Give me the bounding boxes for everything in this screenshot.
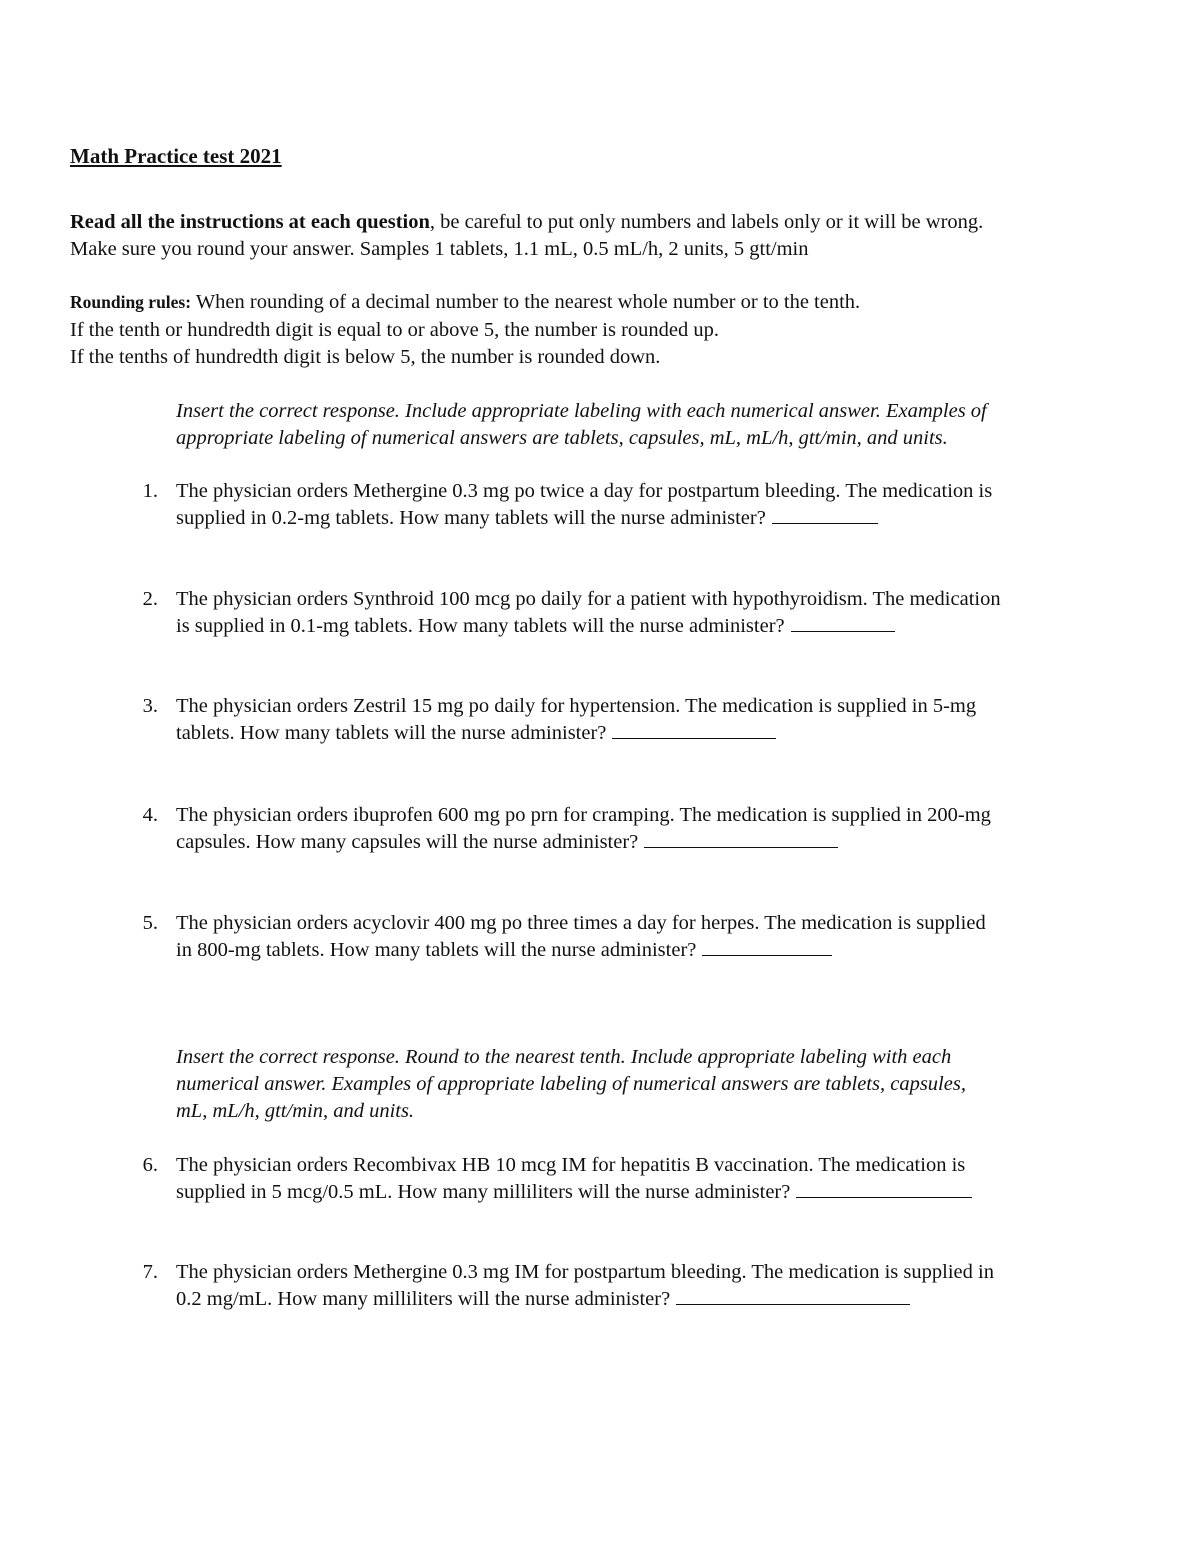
- instructions-line-2: Make sure you round your answer. Samples 1 tablets, 1.1 mL, 0.5 mL/h, 2 units, 5 gtt/min: [70, 238, 809, 260]
- question-text-line-2: [176, 1286, 910, 1313]
- question-number: 1.: [142, 480, 158, 502]
- question-number: 5.: [142, 912, 158, 934]
- rounding-rules-line-2: If the tenth or hundredth digit is equal to or above 5, the number is rounded up.: [70, 319, 720, 341]
- section2-instruction-line-3: mL, mL/h, gtt/min, and units.: [176, 1100, 415, 1122]
- question-text: tablets. How many tablets will the nurse administer?: [176, 722, 607, 744]
- question-text: supplied in 5 mcg/0.5 mL. How many milliliters will the nurse administer?: [176, 1181, 791, 1203]
- question-number: 4.: [142, 804, 158, 826]
- page-title: Math Practice test 2021: [70, 144, 282, 168]
- section1-instruction-line-1: Insert the correct response. Include appropriate labeling with each numerical answer. Examples of: [176, 400, 987, 422]
- question-text-line-1: The physician orders ibuprofen 600 mg po prn for cramping. The medication is supplied in 200-mg: [176, 804, 991, 826]
- section1-instruction-line-2: appropriate labeling of numerical answers are tablets, capsules, mL, mL/h, gtt/min, and units.: [176, 427, 948, 449]
- question-text: 0.2 mg/mL. How many milliliters will the nurse administer?: [176, 1288, 671, 1310]
- question-text: in 800-mg tablets. How many tablets will the nurse administer?: [176, 939, 697, 961]
- rounding-rules-line-1: [70, 289, 860, 316]
- question-text-line-2: [176, 720, 776, 747]
- question-text-line-1: The physician orders Methergine 0.3 mg IM for postpartum bleeding. The medication is supplied in: [176, 1261, 994, 1283]
- question-text-line-1: The physician orders Zestril 15 mg po daily for hypertension. The medication is supplied in 5-mg: [176, 695, 977, 717]
- answer-blank[interactable]: [676, 1286, 910, 1305]
- answer-blank[interactable]: [796, 1179, 972, 1198]
- rounding-rules-line-3: If the tenths of hundredth digit is below 5, the number is rounded down.: [70, 346, 661, 368]
- answer-blank[interactable]: [772, 505, 878, 524]
- instructions-bold-lead: Read all the instructions at each question: [70, 211, 430, 233]
- question-text-line-2: [176, 937, 832, 964]
- question-text-line-1: The physician orders Recombivax HB 10 mcg IM for hepatitis B vaccination. The medication is: [176, 1154, 966, 1176]
- question-text-line-1: The physician orders Methergine 0.3 mg po twice a day for postpartum bleeding. The medication is: [176, 480, 993, 502]
- question-number: 6.: [142, 1154, 158, 1176]
- rounding-rules-label: Rounding rules:: [70, 292, 192, 312]
- answer-blank[interactable]: [644, 829, 838, 848]
- question-text: supplied in 0.2-mg tablets. How many tablets will the nurse administer?: [176, 507, 766, 529]
- question-text: capsules. How many capsules will the nurse administer?: [176, 831, 639, 853]
- instructions-rest: , be careful to put only numbers and labels only or it will be wrong.: [429, 211, 984, 233]
- question-text-line-2: [176, 613, 895, 640]
- question-text: is supplied in 0.1-mg tablets. How many tablets will the nurse administer?: [176, 615, 785, 637]
- rounding-rules-text: When rounding of a decimal number to the nearest whole number or to the tenth.: [191, 291, 861, 313]
- question-number: 3.: [142, 695, 158, 717]
- answer-blank[interactable]: [791, 613, 895, 632]
- answer-blank[interactable]: [702, 937, 832, 956]
- question-text-line-2: [176, 1179, 972, 1206]
- question-text-line-1: The physician orders acyclovir 400 mg po three times a day for herpes. The medication is supplied: [176, 912, 986, 934]
- section2-instruction-line-1: Insert the correct response. Round to the nearest tenth. Include appropriate labeling with each: [176, 1046, 952, 1068]
- question-text-line-1: The physician orders Synthroid 100 mcg po daily for a patient with hypothyroidism. The medication: [176, 588, 1001, 610]
- instructions-line-1: [70, 209, 983, 236]
- question-text-line-2: [176, 829, 838, 856]
- section2-instruction-line-2: numerical answer. Examples of appropriate labeling of numerical answers are tablets, capsules,: [176, 1073, 966, 1095]
- question-number: 2.: [142, 588, 158, 610]
- answer-blank[interactable]: [612, 720, 776, 739]
- question-text-line-2: [176, 505, 878, 532]
- question-number: 7.: [142, 1261, 158, 1283]
